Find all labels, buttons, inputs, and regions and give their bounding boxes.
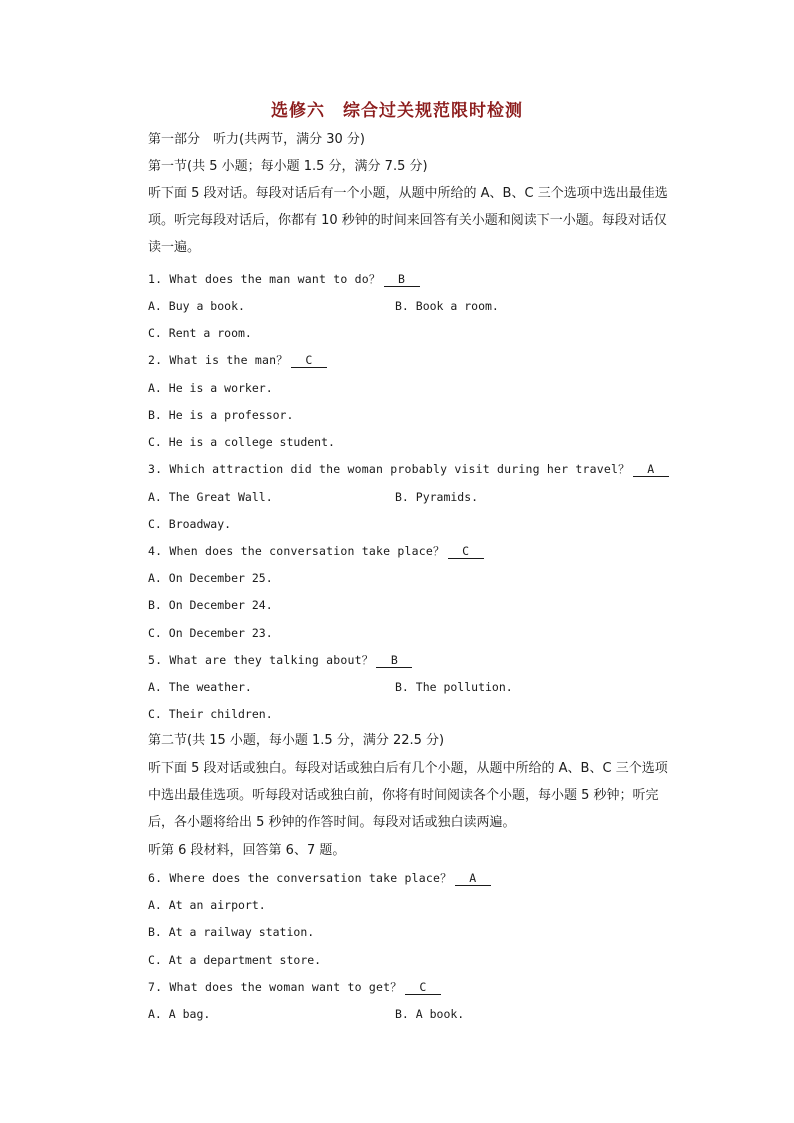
question-stem: 6. Where does the conversation take place？ bbox=[148, 871, 452, 885]
question-1 bbox=[148, 271, 420, 287]
section1-heading: 第一节(共 5 小题；每小题 1.5 分，满分 7.5 分) bbox=[148, 159, 428, 174]
question-stem: 1. What does the man want to do？ bbox=[148, 272, 381, 286]
option-c: C. Broadway. bbox=[148, 517, 232, 531]
option-a: A. He is a worker. bbox=[148, 381, 273, 395]
option-c: C. On December 23. bbox=[148, 626, 273, 640]
option-a: A. A bag. bbox=[148, 1007, 211, 1021]
option-c: C. At a department store. bbox=[148, 953, 322, 967]
option-b: B. Pyramids. bbox=[395, 490, 479, 504]
question-stem: 4. When does the conversation take place？ bbox=[148, 544, 445, 558]
section2-instructions-text: 听下面 5 段对话或独白。每段对话或独白后有几个小题，从题中所给的 A、B、C 三个选项中选出最佳选项。听每段对话或独白前，你将有时间阅读各个小题，每小题 5 秒钟；听完后，各小题将给出 5 秒钟的作答时间。每段对话或独白读两遍。 bbox=[148, 761, 668, 830]
question-3 bbox=[148, 461, 669, 477]
option-a: A. Buy a book. bbox=[148, 299, 245, 313]
document-title: 选修六 综合过关规范限时检测 bbox=[271, 101, 523, 121]
section2-heading: 第二节(共 15 小题，每小题 1.5 分，满分 22.5 分) bbox=[148, 733, 445, 748]
option-b: B. At a railway station. bbox=[148, 925, 315, 939]
answer-blank: B bbox=[376, 654, 412, 668]
option-c: C. Their children. bbox=[148, 707, 273, 721]
section2-instructions bbox=[148, 755, 678, 836]
question-stem: 3. Which attraction did the woman probably visit during her travel？ bbox=[148, 462, 630, 476]
answer-blank: C bbox=[448, 545, 484, 559]
option-a: A. On December 25. bbox=[148, 571, 273, 585]
answer-blank: A bbox=[455, 872, 491, 886]
question-6 bbox=[148, 870, 491, 886]
option-b: B. A book. bbox=[395, 1007, 465, 1021]
option-b: B. The pollution. bbox=[395, 680, 513, 694]
option-c: C. He is a college student. bbox=[148, 435, 335, 449]
question-stem: 7. What does the woman want to get？ bbox=[148, 980, 402, 994]
question-7 bbox=[148, 979, 441, 995]
question-4 bbox=[148, 543, 484, 559]
section1-instructions bbox=[148, 180, 678, 261]
question-2 bbox=[148, 352, 327, 368]
option-a: A. At an airport. bbox=[148, 898, 266, 912]
answer-blank: A bbox=[633, 463, 669, 477]
option-c: C. Rent a room. bbox=[148, 326, 252, 340]
answer-blank: C bbox=[405, 981, 441, 995]
question-stem: 5. What are they talking about？ bbox=[148, 653, 374, 667]
option-a: A. The Great Wall. bbox=[148, 490, 273, 504]
question-stem: 2. What is the man？ bbox=[148, 353, 288, 367]
section1-instructions-text: 听下面 5 段对话。每段对话后有一个小题，从题中所给的 A、B、C 三个选项中选出最佳选项。听完每段对话后，你都有 10 秒钟的时间来回答有关小题和阅读下一小题。每段对话仅读一遍。 bbox=[148, 186, 668, 255]
option-b: B. On December 24. bbox=[148, 598, 273, 612]
part1-heading: 第一部分 听力(共两节，满分 30 分) bbox=[148, 132, 365, 147]
material-note: 听第 6 段材料，回答第 6、7 题。 bbox=[148, 843, 346, 858]
answer-blank: B bbox=[384, 273, 420, 287]
option-b: B. Book a room. bbox=[395, 299, 499, 313]
option-a: A. The weather. bbox=[148, 680, 252, 694]
option-b: B. He is a professor. bbox=[148, 408, 294, 422]
question-5 bbox=[148, 652, 412, 668]
answer-blank: C bbox=[291, 354, 327, 368]
